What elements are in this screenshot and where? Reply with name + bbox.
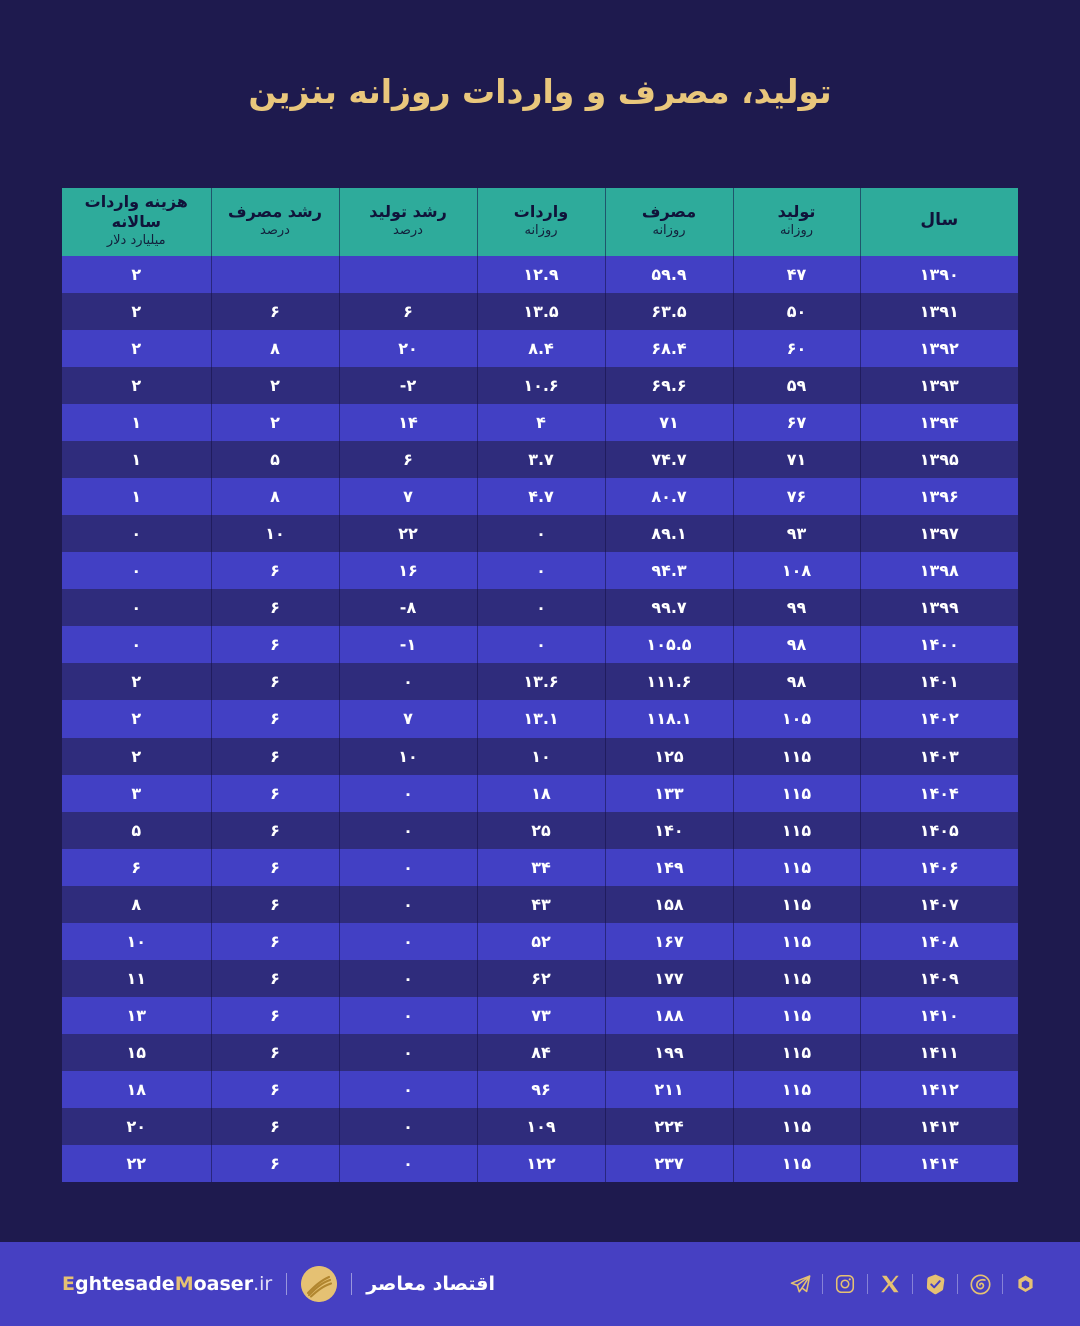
column-header-imports-sub: روزانه bbox=[524, 223, 558, 238]
cell-import-cost: ۱۳ bbox=[62, 997, 211, 1034]
cell-production-growth: ۰ bbox=[339, 663, 477, 700]
table-row bbox=[62, 997, 1018, 1034]
cell-production: ۱۱۵ bbox=[733, 775, 860, 812]
cell-consumption: ۹۴.۳ bbox=[605, 552, 733, 589]
cell-imports: ۱۳.۶ bbox=[477, 663, 605, 700]
table-row bbox=[62, 960, 1018, 997]
cell-consumption-growth bbox=[211, 256, 339, 293]
cell-production: ۱۱۵ bbox=[733, 886, 860, 923]
cell-consumption: ۶۳.۵ bbox=[605, 293, 733, 330]
rubika-icon[interactable] bbox=[1010, 1269, 1040, 1299]
cell-imports: ۷۳ bbox=[477, 997, 605, 1034]
table-row bbox=[62, 1108, 1018, 1145]
table-row bbox=[62, 367, 1018, 404]
cell-imports: ۰ bbox=[477, 626, 605, 663]
cell-consumption-growth: ۶ bbox=[211, 293, 339, 330]
table-row bbox=[62, 626, 1018, 663]
eitaa-icon[interactable] bbox=[965, 1269, 995, 1299]
cell-consumption: ۱۶۷ bbox=[605, 923, 733, 960]
cell-year: ۱۳۹۲ bbox=[860, 330, 1018, 367]
x-icon[interactable] bbox=[875, 1269, 905, 1299]
cell-production-growth: ۰ bbox=[339, 775, 477, 812]
cell-imports: ۱۸ bbox=[477, 775, 605, 812]
column-header-consumption-growth bbox=[211, 188, 339, 256]
cell-import-cost: ۲۰ bbox=[62, 1108, 211, 1145]
brand-name: اقتصاد معاصر bbox=[366, 1273, 495, 1295]
cell-import-cost: ۱ bbox=[62, 404, 211, 441]
cell-year: ۱۳۹۳ bbox=[860, 367, 1018, 404]
cell-consumption: ۱۱۸.۱ bbox=[605, 700, 733, 737]
cell-production: ۹۸ bbox=[733, 626, 860, 663]
cell-consumption-growth: ۲ bbox=[211, 404, 339, 441]
cell-imports: ۲۵ bbox=[477, 812, 605, 849]
cell-imports: ۱۰.۶ bbox=[477, 367, 605, 404]
bale-icon[interactable] bbox=[920, 1269, 950, 1299]
brand-divider-left bbox=[351, 1273, 352, 1295]
cell-year: ۱۴۱۳ bbox=[860, 1108, 1018, 1145]
cell-production: ۱۱۵ bbox=[733, 1071, 860, 1108]
cell-consumption: ۸۰.۷ bbox=[605, 478, 733, 515]
cell-consumption-growth: ۵ bbox=[211, 441, 339, 478]
column-header-year bbox=[860, 188, 1018, 256]
cell-import-cost: ۳ bbox=[62, 775, 211, 812]
brand-url-tld: .ir bbox=[253, 1273, 273, 1295]
cell-consumption: ۱۵۸ bbox=[605, 886, 733, 923]
cell-consumption: ۱۳۳ bbox=[605, 775, 733, 812]
table-header-row bbox=[62, 188, 1018, 256]
table-row bbox=[62, 738, 1018, 775]
cell-imports: ۰ bbox=[477, 552, 605, 589]
data-table-container bbox=[62, 188, 1018, 1179]
cell-consumption: ۸۹.۱ bbox=[605, 515, 733, 552]
cell-consumption: ۵۹.۹ bbox=[605, 256, 733, 293]
cell-import-cost: ۲ bbox=[62, 663, 211, 700]
cell-imports: ۴.۷ bbox=[477, 478, 605, 515]
column-header-production-growth-sub: درصد bbox=[393, 223, 423, 238]
telegram-icon[interactable] bbox=[785, 1269, 815, 1299]
column-header-production-sub: روزانه bbox=[779, 223, 814, 238]
cell-consumption-growth: ۶ bbox=[211, 849, 339, 886]
cell-import-cost: ۸ bbox=[62, 886, 211, 923]
cell-consumption: ۷۴.۷ bbox=[605, 441, 733, 478]
cell-consumption: ۱۴۹ bbox=[605, 849, 733, 886]
cell-production-growth: ۶ bbox=[339, 441, 477, 478]
cell-consumption-growth: ۶ bbox=[211, 1145, 339, 1182]
cell-imports: ۳۴ bbox=[477, 849, 605, 886]
table-row bbox=[62, 812, 1018, 849]
cell-production: ۱۱۵ bbox=[733, 923, 860, 960]
column-header-consumption bbox=[605, 188, 733, 256]
cell-production-growth bbox=[339, 256, 477, 293]
column-header-imports bbox=[477, 188, 605, 256]
column-header-production-label: تولید bbox=[777, 202, 816, 221]
cell-consumption: ۱۸۸ bbox=[605, 997, 733, 1034]
cell-import-cost: ۱۵ bbox=[62, 1034, 211, 1071]
cell-year: ۱۴۱۴ bbox=[860, 1145, 1018, 1182]
cell-consumption: ۶۸.۴ bbox=[605, 330, 733, 367]
cell-year: ۱۳۹۰ bbox=[860, 256, 1018, 293]
table-row bbox=[62, 330, 1018, 367]
cell-year: ۱۳۹۹ bbox=[860, 589, 1018, 626]
cell-consumption-growth: ۶ bbox=[211, 663, 339, 700]
cell-production: ۱۱۵ bbox=[733, 1108, 860, 1145]
cell-year: ۱۳۹۵ bbox=[860, 441, 1018, 478]
table-row bbox=[62, 256, 1018, 293]
cell-import-cost: ۱۰ bbox=[62, 923, 211, 960]
cell-production: ۱۱۵ bbox=[733, 1034, 860, 1071]
cell-production-growth: ۰ bbox=[339, 960, 477, 997]
cell-consumption-growth: ۸ bbox=[211, 330, 339, 367]
cell-consumption-growth: ۱۰ bbox=[211, 515, 339, 552]
cell-production-growth: ۰ bbox=[339, 812, 477, 849]
cell-production: ۶۷ bbox=[733, 404, 860, 441]
cell-imports: ۱۰۹ bbox=[477, 1108, 605, 1145]
column-header-consumption-growth-sub: درصد bbox=[260, 223, 290, 238]
brand-url-e: E bbox=[62, 1273, 75, 1295]
table-row bbox=[62, 589, 1018, 626]
cell-production: ۶۰ bbox=[733, 330, 860, 367]
column-header-consumption-label: مصرف bbox=[641, 202, 697, 221]
footer-bar bbox=[0, 1242, 1080, 1326]
cell-production-growth: ۸- bbox=[339, 589, 477, 626]
social-divider bbox=[822, 1274, 823, 1294]
table-row bbox=[62, 700, 1018, 737]
column-header-imports-label: واردات bbox=[513, 202, 569, 221]
cell-imports: ۵۲ bbox=[477, 923, 605, 960]
cell-imports: ۹۶ bbox=[477, 1071, 605, 1108]
cell-consumption-growth: ۶ bbox=[211, 1034, 339, 1071]
cell-import-cost: ۱۸ bbox=[62, 1071, 211, 1108]
cell-imports: ۶۲ bbox=[477, 960, 605, 997]
cell-consumption: ۷۱ bbox=[605, 404, 733, 441]
cell-consumption-growth: ۶ bbox=[211, 1108, 339, 1145]
cell-consumption-growth: ۶ bbox=[211, 960, 339, 997]
cell-year: ۱۴۰۵ bbox=[860, 812, 1018, 849]
cell-consumption: ۱۱۱.۶ bbox=[605, 663, 733, 700]
table-body bbox=[62, 256, 1018, 1182]
table-row bbox=[62, 293, 1018, 330]
cell-imports: ۱۰ bbox=[477, 738, 605, 775]
cell-imports: ۰ bbox=[477, 515, 605, 552]
cell-production: ۷۶ bbox=[733, 478, 860, 515]
brand-url[interactable] bbox=[62, 1273, 272, 1295]
brand-divider-right bbox=[286, 1273, 287, 1295]
table-row bbox=[62, 478, 1018, 515]
cell-production: ۱۰۵ bbox=[733, 700, 860, 737]
table-row bbox=[62, 775, 1018, 812]
cell-production-growth: ۱۶ bbox=[339, 552, 477, 589]
table-row bbox=[62, 1145, 1018, 1182]
column-header-production-growth bbox=[339, 188, 477, 256]
cell-production: ۵۰ bbox=[733, 293, 860, 330]
cell-production-growth: ۰ bbox=[339, 1071, 477, 1108]
cell-consumption-growth: ۶ bbox=[211, 589, 339, 626]
cell-year: ۱۴۰۶ bbox=[860, 849, 1018, 886]
cell-consumption: ۲۱۱ bbox=[605, 1071, 733, 1108]
column-header-import-cost-label: هزینه واردات سالانه bbox=[84, 192, 188, 231]
table-row bbox=[62, 1034, 1018, 1071]
table-row bbox=[62, 849, 1018, 886]
cell-import-cost: ۰ bbox=[62, 589, 211, 626]
eghtesade-moaser-logo-icon bbox=[301, 1266, 337, 1302]
cell-production-growth: ۱۴ bbox=[339, 404, 477, 441]
social-links bbox=[785, 1242, 1040, 1326]
cell-imports: ۱۲.۹ bbox=[477, 256, 605, 293]
cell-production-growth: ۰ bbox=[339, 1145, 477, 1182]
cell-consumption-growth: ۶ bbox=[211, 886, 339, 923]
cell-production-growth: ۶ bbox=[339, 293, 477, 330]
cell-production: ۱۱۵ bbox=[733, 997, 860, 1034]
cell-production: ۱۱۵ bbox=[733, 960, 860, 997]
table-row bbox=[62, 663, 1018, 700]
cell-production: ۹۸ bbox=[733, 663, 860, 700]
cell-production-growth: ۲- bbox=[339, 367, 477, 404]
cell-import-cost: ۱ bbox=[62, 478, 211, 515]
cell-consumption-growth: ۲ bbox=[211, 367, 339, 404]
cell-production-growth: ۰ bbox=[339, 1108, 477, 1145]
brand-url-ghtesade: ghtesade bbox=[74, 1273, 175, 1295]
cell-year: ۱۴۰۱ bbox=[860, 663, 1018, 700]
brand-url-m: M bbox=[174, 1273, 194, 1295]
cell-consumption-growth: ۶ bbox=[211, 812, 339, 849]
instagram-icon[interactable] bbox=[830, 1269, 860, 1299]
title-container bbox=[0, 0, 1080, 182]
cell-year: ۱۳۹۱ bbox=[860, 293, 1018, 330]
cell-production: ۹۹ bbox=[733, 589, 860, 626]
cell-imports: ۳.۷ bbox=[477, 441, 605, 478]
cell-year: ۱۳۹۶ bbox=[860, 478, 1018, 515]
cell-consumption-growth: ۶ bbox=[211, 552, 339, 589]
cell-imports: ۱۲۲ bbox=[477, 1145, 605, 1182]
cell-production-growth: ۱۰ bbox=[339, 738, 477, 775]
cell-year: ۱۴۱۰ bbox=[860, 997, 1018, 1034]
column-header-import-cost bbox=[62, 188, 211, 256]
cell-imports: ۴ bbox=[477, 404, 605, 441]
cell-import-cost: ۱ bbox=[62, 441, 211, 478]
cell-import-cost: ۲۲ bbox=[62, 1145, 211, 1182]
cell-consumption-growth: ۶ bbox=[211, 1071, 339, 1108]
cell-year: ۱۴۰۲ bbox=[860, 700, 1018, 737]
cell-year: ۱۳۹۷ bbox=[860, 515, 1018, 552]
cell-consumption: ۱۴۰ bbox=[605, 812, 733, 849]
column-header-production-growth-label: رشد تولید bbox=[369, 202, 447, 221]
table-row bbox=[62, 552, 1018, 589]
cell-production: ۵۹ bbox=[733, 367, 860, 404]
cell-production: ۱۱۵ bbox=[733, 849, 860, 886]
cell-imports: ۴۳ bbox=[477, 886, 605, 923]
cell-import-cost: ۲ bbox=[62, 256, 211, 293]
cell-year: ۱۴۰۹ bbox=[860, 960, 1018, 997]
cell-consumption-growth: ۸ bbox=[211, 478, 339, 515]
cell-production-growth: ۱- bbox=[339, 626, 477, 663]
cell-year: ۱۴۰۴ bbox=[860, 775, 1018, 812]
cell-consumption: ۲۲۴ bbox=[605, 1108, 733, 1145]
table-row bbox=[62, 923, 1018, 960]
cell-import-cost: ۲ bbox=[62, 330, 211, 367]
column-header-consumption-growth-label: رشد مصرف bbox=[228, 202, 322, 221]
table-row bbox=[62, 441, 1018, 478]
cell-consumption: ۶۹.۶ bbox=[605, 367, 733, 404]
cell-consumption: ۹۹.۷ bbox=[605, 589, 733, 626]
cell-year: ۱۴۰۸ bbox=[860, 923, 1018, 960]
cell-production-growth: ۷ bbox=[339, 700, 477, 737]
cell-consumption: ۱۰۵.۵ bbox=[605, 626, 733, 663]
social-divider bbox=[912, 1274, 913, 1294]
cell-consumption-growth: ۶ bbox=[211, 997, 339, 1034]
cell-production: ۴۷ bbox=[733, 256, 860, 293]
cell-import-cost: ۲ bbox=[62, 738, 211, 775]
column-header-consumption-sub: روزانه bbox=[652, 223, 686, 238]
cell-production-growth: ۰ bbox=[339, 923, 477, 960]
cell-consumption-growth: ۶ bbox=[211, 923, 339, 960]
cell-imports: ۱۳.۵ bbox=[477, 293, 605, 330]
cell-consumption-growth: ۶ bbox=[211, 626, 339, 663]
cell-import-cost: ۶ bbox=[62, 849, 211, 886]
cell-imports: ۰ bbox=[477, 589, 605, 626]
cell-consumption: ۱۲۵ bbox=[605, 738, 733, 775]
cell-year: ۱۴۱۱ bbox=[860, 1034, 1018, 1071]
cell-import-cost: ۲ bbox=[62, 293, 211, 330]
cell-year: ۱۴۱۲ bbox=[860, 1071, 1018, 1108]
cell-production: ۱۱۵ bbox=[733, 1145, 860, 1182]
cell-consumption: ۱۹۹ bbox=[605, 1034, 733, 1071]
social-divider bbox=[957, 1274, 958, 1294]
cell-production-growth: ۷ bbox=[339, 478, 477, 515]
cell-imports: ۱۳.۱ bbox=[477, 700, 605, 737]
cell-imports: ۸.۴ bbox=[477, 330, 605, 367]
cell-import-cost: ۲ bbox=[62, 700, 211, 737]
social-divider bbox=[1002, 1274, 1003, 1294]
column-header-import-cost-sub: میلیارد دلار bbox=[106, 233, 166, 248]
page-title: تولید، مصرف و واردات روزانه بنزین bbox=[248, 71, 832, 111]
table-row bbox=[62, 886, 1018, 923]
cell-year: ۱۴۰۷ bbox=[860, 886, 1018, 923]
cell-import-cost: ۰ bbox=[62, 515, 211, 552]
cell-production-growth: ۲۰ bbox=[339, 330, 477, 367]
cell-year: ۱۴۰۳ bbox=[860, 738, 1018, 775]
brand-block bbox=[0, 1242, 495, 1326]
cell-consumption-growth: ۶ bbox=[211, 738, 339, 775]
cell-production: ۱۱۵ bbox=[733, 738, 860, 775]
social-divider bbox=[867, 1274, 868, 1294]
cell-consumption-growth: ۶ bbox=[211, 775, 339, 812]
cell-consumption: ۲۳۷ bbox=[605, 1145, 733, 1182]
cell-year: ۱۳۹۸ bbox=[860, 552, 1018, 589]
table-head bbox=[62, 188, 1018, 256]
cell-production-growth: ۰ bbox=[339, 997, 477, 1034]
cell-consumption-growth: ۶ bbox=[211, 700, 339, 737]
data-table bbox=[62, 188, 1018, 1182]
cell-production-growth: ۲۲ bbox=[339, 515, 477, 552]
cell-import-cost: ۰ bbox=[62, 552, 211, 589]
cell-production-growth: ۰ bbox=[339, 849, 477, 886]
cell-year: ۱۳۹۴ bbox=[860, 404, 1018, 441]
column-header-production bbox=[733, 188, 860, 256]
cell-production-growth: ۰ bbox=[339, 886, 477, 923]
column-header-year-label: سال bbox=[920, 210, 959, 231]
table-row bbox=[62, 1071, 1018, 1108]
cell-production: ۱۰۸ bbox=[733, 552, 860, 589]
table-row bbox=[62, 404, 1018, 441]
cell-import-cost: ۱۱ bbox=[62, 960, 211, 997]
cell-production-growth: ۰ bbox=[339, 1034, 477, 1071]
cell-production: ۹۳ bbox=[733, 515, 860, 552]
cell-year: ۱۴۰۰ bbox=[860, 626, 1018, 663]
table-row bbox=[62, 515, 1018, 552]
cell-import-cost: ۵ bbox=[62, 812, 211, 849]
cell-consumption: ۱۷۷ bbox=[605, 960, 733, 997]
cell-production: ۷۱ bbox=[733, 441, 860, 478]
cell-imports: ۸۴ bbox=[477, 1034, 605, 1071]
brand-url-oaser: oaser bbox=[193, 1273, 254, 1295]
cell-import-cost: ۰ bbox=[62, 626, 211, 663]
cell-import-cost: ۲ bbox=[62, 367, 211, 404]
cell-production: ۱۱۵ bbox=[733, 812, 860, 849]
